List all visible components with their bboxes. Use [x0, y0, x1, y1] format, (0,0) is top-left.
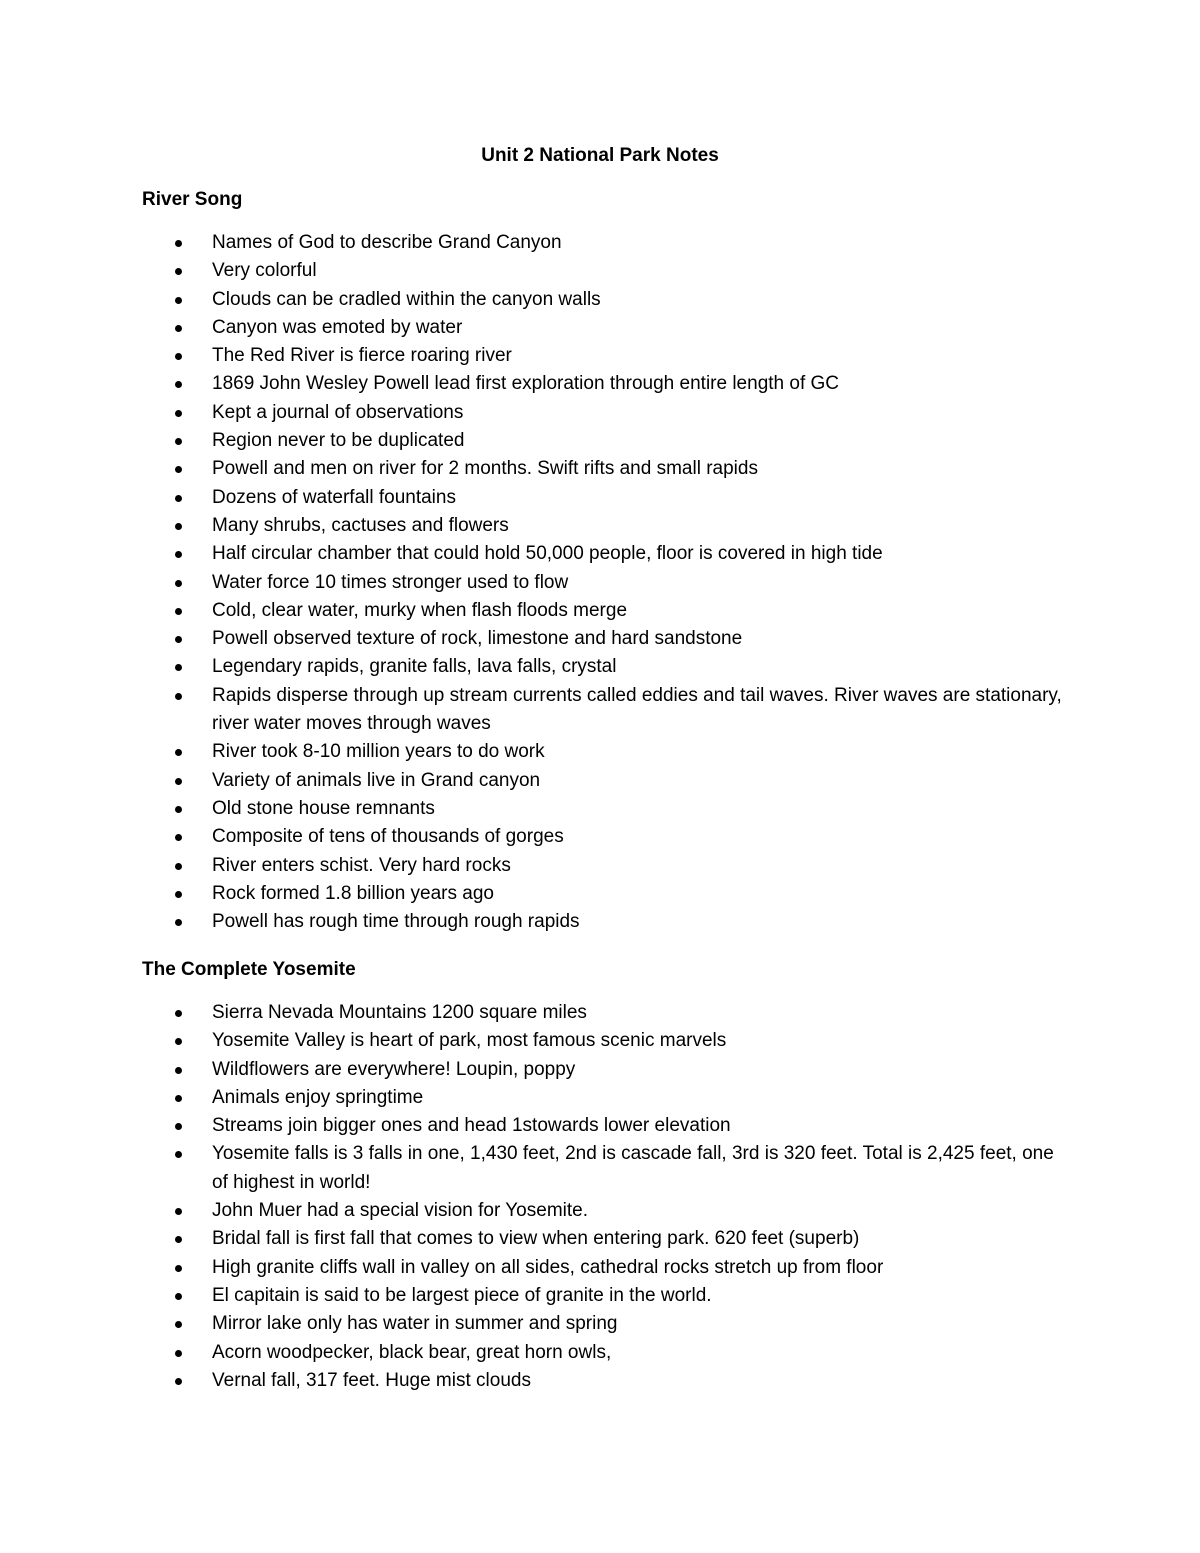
list-item: [142, 229, 1062, 257]
list-item: [142, 625, 1062, 653]
bullet-icon: [175, 466, 182, 473]
list-item: [142, 1140, 1062, 1197]
list-item: [142, 653, 1062, 681]
list-item-text: Half circular chamber that could hold 50,000 people, floor is covered in high tide: [212, 543, 883, 565]
list-item-text: River enters schist. Very hard rocks: [212, 854, 511, 876]
list-item-text: Vernal fall, 317 feet. Huge mist clouds: [212, 1369, 531, 1391]
bullet-icon: [175, 1236, 182, 1243]
list-item-text: Rapids disperse through up stream currents called eddies and tail waves. River waves are stationary, river water moves through waves: [212, 684, 1062, 735]
list-item: [142, 1225, 1062, 1253]
river-song-list: [142, 229, 1062, 936]
list-item: [142, 1084, 1062, 1112]
list-item-text: Mirror lake only has water in summer and spring: [212, 1313, 618, 1335]
list-item-text: Very colorful: [212, 260, 317, 282]
bullet-icon: [175, 1321, 182, 1328]
bullet-icon: [175, 919, 182, 926]
bullet-icon: [175, 580, 182, 587]
list-item: [142, 1254, 1062, 1282]
list-item: [142, 852, 1062, 880]
bullet-icon: [175, 523, 182, 530]
bullet-icon: [175, 778, 182, 785]
list-item-text: Powell observed texture of rock, limestone and hard sandstone: [212, 628, 743, 650]
bullet-icon: [175, 749, 182, 756]
list-item: [142, 455, 1062, 483]
list-item-text: Canyon was emoted by water: [212, 316, 463, 338]
list-item-text: Yosemite falls is 3 falls in one, 1,430 feet, 2nd is cascade fall, 3rd is 320 feet. Total is 2,425 feet, one of highest in world!: [212, 1143, 1054, 1193]
list-item-text: Wildflowers are everywhere! Loupin, poppy: [212, 1058, 576, 1080]
bullet-icon: [175, 325, 182, 332]
bullet-icon: [175, 1067, 182, 1074]
list-item-text: Cold, clear water, murky when flash floods merge: [212, 599, 628, 621]
bullet-icon: [175, 1265, 182, 1272]
list-item: [142, 767, 1062, 795]
list-item-text: Legendary rapids, granite falls, lava falls, crystal: [212, 656, 617, 678]
list-item: [142, 569, 1062, 597]
list-item: [142, 484, 1062, 512]
list-item: [142, 795, 1062, 823]
list-item: [142, 597, 1062, 625]
list-item-text: El capitain is said to be largest piece of granite in the world.: [212, 1284, 712, 1306]
list-item-text: 1869 John Wesley Powell lead first exploration through entire length of GC: [212, 373, 840, 395]
bullet-icon: [175, 240, 182, 247]
list-item: [142, 257, 1062, 285]
list-item: [142, 370, 1062, 398]
list-item-text: Composite of tens of thousands of gorges: [212, 826, 564, 848]
bullet-icon: [175, 664, 182, 671]
bullet-icon: [175, 1208, 182, 1215]
list-item: [142, 738, 1062, 766]
list-item-text: River took 8-10 million years to do work: [212, 741, 545, 763]
bullet-icon: [175, 693, 182, 700]
list-item-text: Rock formed 1.8 billion years ago: [212, 882, 494, 904]
bullet-icon: [175, 268, 182, 275]
bullet-icon: [175, 551, 182, 558]
bullet-icon: [175, 1293, 182, 1300]
list-item-text: Kept a journal of observations: [212, 401, 464, 423]
list-item: [142, 512, 1062, 540]
list-item: [142, 682, 1062, 739]
bullet-icon: [175, 863, 182, 870]
list-item: [142, 999, 1062, 1027]
list-item-text: Streams join bigger ones and head 1stowards lower elevation: [212, 1115, 731, 1137]
list-item: [142, 1027, 1062, 1055]
section-heading-complete-yosemite: The Complete Yosemite: [142, 959, 356, 980]
list-item: [142, 823, 1062, 851]
page-title: Unit 2 National Park Notes: [481, 145, 719, 166]
bullet-icon: [175, 1350, 182, 1357]
list-item-text: Water force 10 times stronger used to flow: [212, 571, 569, 593]
bullet-icon: [175, 438, 182, 445]
list-item: [142, 1056, 1062, 1084]
list-item-text: Names of God to describe Grand Canyon: [212, 232, 562, 253]
list-item: [142, 427, 1062, 455]
list-item: [142, 908, 1062, 936]
bullet-icon: [175, 1378, 182, 1385]
list-item: [142, 1282, 1062, 1310]
list-item-text: High granite cliffs wall in valley on all sides, cathedral rocks stretch up from floor: [212, 1256, 884, 1278]
list-item: [142, 342, 1062, 370]
list-item: [142, 1339, 1062, 1367]
bullet-icon: [175, 381, 182, 388]
list-item-text: Acorn woodpecker, black bear, great horn owls,: [212, 1341, 612, 1363]
bullet-icon: [175, 806, 182, 813]
bullet-icon: [175, 891, 182, 898]
list-item-text: Region never to be duplicated: [212, 430, 465, 452]
list-item: [142, 540, 1062, 568]
list-item-text: Dozens of waterfall fountains: [212, 486, 456, 508]
list-item-text: The Red River is fierce roaring river: [212, 345, 512, 367]
bullet-icon: [175, 608, 182, 615]
bullet-icon: [175, 636, 182, 643]
list-item: [142, 399, 1062, 427]
bullet-icon: [175, 410, 182, 417]
list-item-text: Powell and men on river for 2 months. Swift rifts and small rapids: [212, 458, 758, 480]
section-heading-river-song: River Song: [142, 189, 243, 210]
list-item-text: Variety of animals live in Grand canyon: [212, 769, 541, 791]
bullet-icon: [175, 1123, 182, 1130]
list-item: [142, 1310, 1062, 1338]
bullet-icon: [175, 834, 182, 841]
list-item-text: John Muer had a special vision for Yosemite.: [212, 1200, 588, 1222]
list-item: [142, 1367, 1062, 1395]
list-item: [142, 286, 1062, 314]
list-item-text: Bridal fall is first fall that comes to view when entering park. 620 feet (superb): [212, 1228, 860, 1250]
list-item-text: Powell has rough time through rough rapids: [212, 911, 580, 933]
bullet-icon: [175, 297, 182, 304]
list-item-text: Animals enjoy springtime: [212, 1086, 424, 1108]
list-item: [142, 1197, 1062, 1225]
bullet-icon: [175, 353, 182, 360]
bullet-icon: [175, 1095, 182, 1102]
bullet-icon: [175, 1038, 182, 1045]
list-item-text: Sierra Nevada Mountains 1200 square miles: [212, 1002, 587, 1023]
list-item-text: Many shrubs, cactuses and flowers: [212, 514, 509, 536]
bullet-icon: [175, 1151, 182, 1158]
bullet-icon: [175, 1010, 182, 1017]
list-item: [142, 314, 1062, 342]
list-item-text: Old stone house remnants: [212, 797, 435, 819]
list-item: [142, 880, 1062, 908]
bullet-icon: [175, 495, 182, 502]
list-item-text: Clouds can be cradled within the canyon walls: [212, 288, 601, 310]
list-item: [142, 1112, 1062, 1140]
complete-yosemite-list: [142, 999, 1062, 1395]
list-item-text: Yosemite Valley is heart of park, most famous scenic marvels: [212, 1030, 727, 1052]
